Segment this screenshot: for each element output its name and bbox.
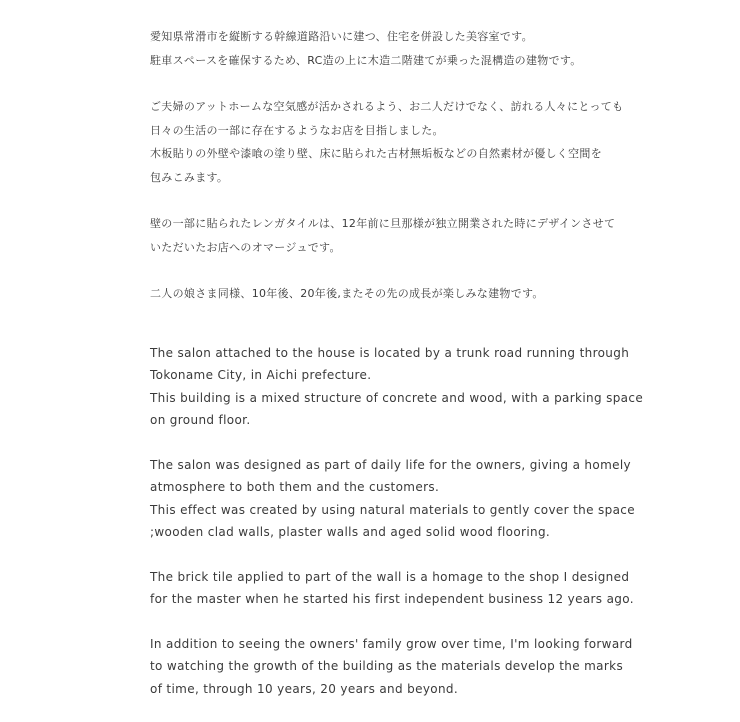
ja-paragraph-location (150, 25, 670, 72)
text-line: ;wooden clad walls, plaster walls and aged solid wood flooring. (150, 525, 551, 539)
text-line: 包みこみます。 (150, 170, 229, 184)
text-line: 日々の生活の一部に存在するようなお店を目指しました。 (150, 123, 444, 137)
english-description (150, 342, 670, 701)
text-line: atmosphere to both them and the customers. (150, 480, 440, 494)
japanese-description (150, 25, 670, 306)
text-line: The salon was designed as part of daily life for the owners, giving a homely (150, 457, 631, 472)
text-line: The brick tile applied to part of the wall is a homage to the shop I designed (150, 569, 630, 584)
ja-paragraph-future (150, 282, 670, 306)
text-line: This effect was created by using natural materials to gently cover the space (150, 502, 635, 517)
project-description (150, 25, 670, 722)
en-paragraph-atmosphere (150, 454, 670, 544)
text-line: ご夫婦のアットホームな空気感が活かされるよう、お二人だけでなく、訪れる人々にとっても (150, 100, 624, 113)
text-line: on ground floor. (150, 413, 251, 427)
text-line: 愛知県常滑市を縦断する幹線道路沿いに建つ、住宅を併設した美容室です。 (150, 30, 533, 43)
en-paragraph-future (150, 633, 670, 701)
text-line: This building is a mixed structure of concrete and wood, with a parking space (150, 390, 644, 405)
text-line: いただいたお店へのオマージュです。 (150, 240, 341, 254)
ja-paragraph-brick-tile (150, 212, 670, 259)
text-line: In addition to seeing the owners' family grow over time, I'm looking forward (150, 636, 633, 651)
text-line: 駐車スペースを確保するため、RC造の上に木造二階建てが乗った混構造の建物です。 (150, 53, 582, 67)
text-line: The salon attached to the house is located by a trunk road running through (150, 345, 630, 360)
text-line: 壁の一部に貼られたレンガタイルは、12年前に旦那様が独立開業された時にデザインさせて (150, 217, 616, 230)
text-line: of time, through 10 years, 20 years and beyond. (150, 681, 459, 696)
en-paragraph-brick-tile (150, 566, 670, 611)
ja-paragraph-atmosphere (150, 95, 670, 189)
text-line: 木板貼りの外壁や漆喰の塗り壁、床に貼られた古材無垢板などの自然素材が優しく空間を (150, 147, 602, 160)
en-paragraph-location (150, 342, 670, 432)
text-line: 二人の娘さま同様、10年後、20年後,またその先の成長が楽しみな建物です。 (150, 287, 544, 300)
text-line: to watching the growth of the building as the materials develop the marks (150, 659, 624, 673)
text-line: for the master when he started his first independent business 12 years ago. (150, 592, 634, 606)
text-line: Tokoname City, in Aichi prefecture. (150, 368, 372, 382)
